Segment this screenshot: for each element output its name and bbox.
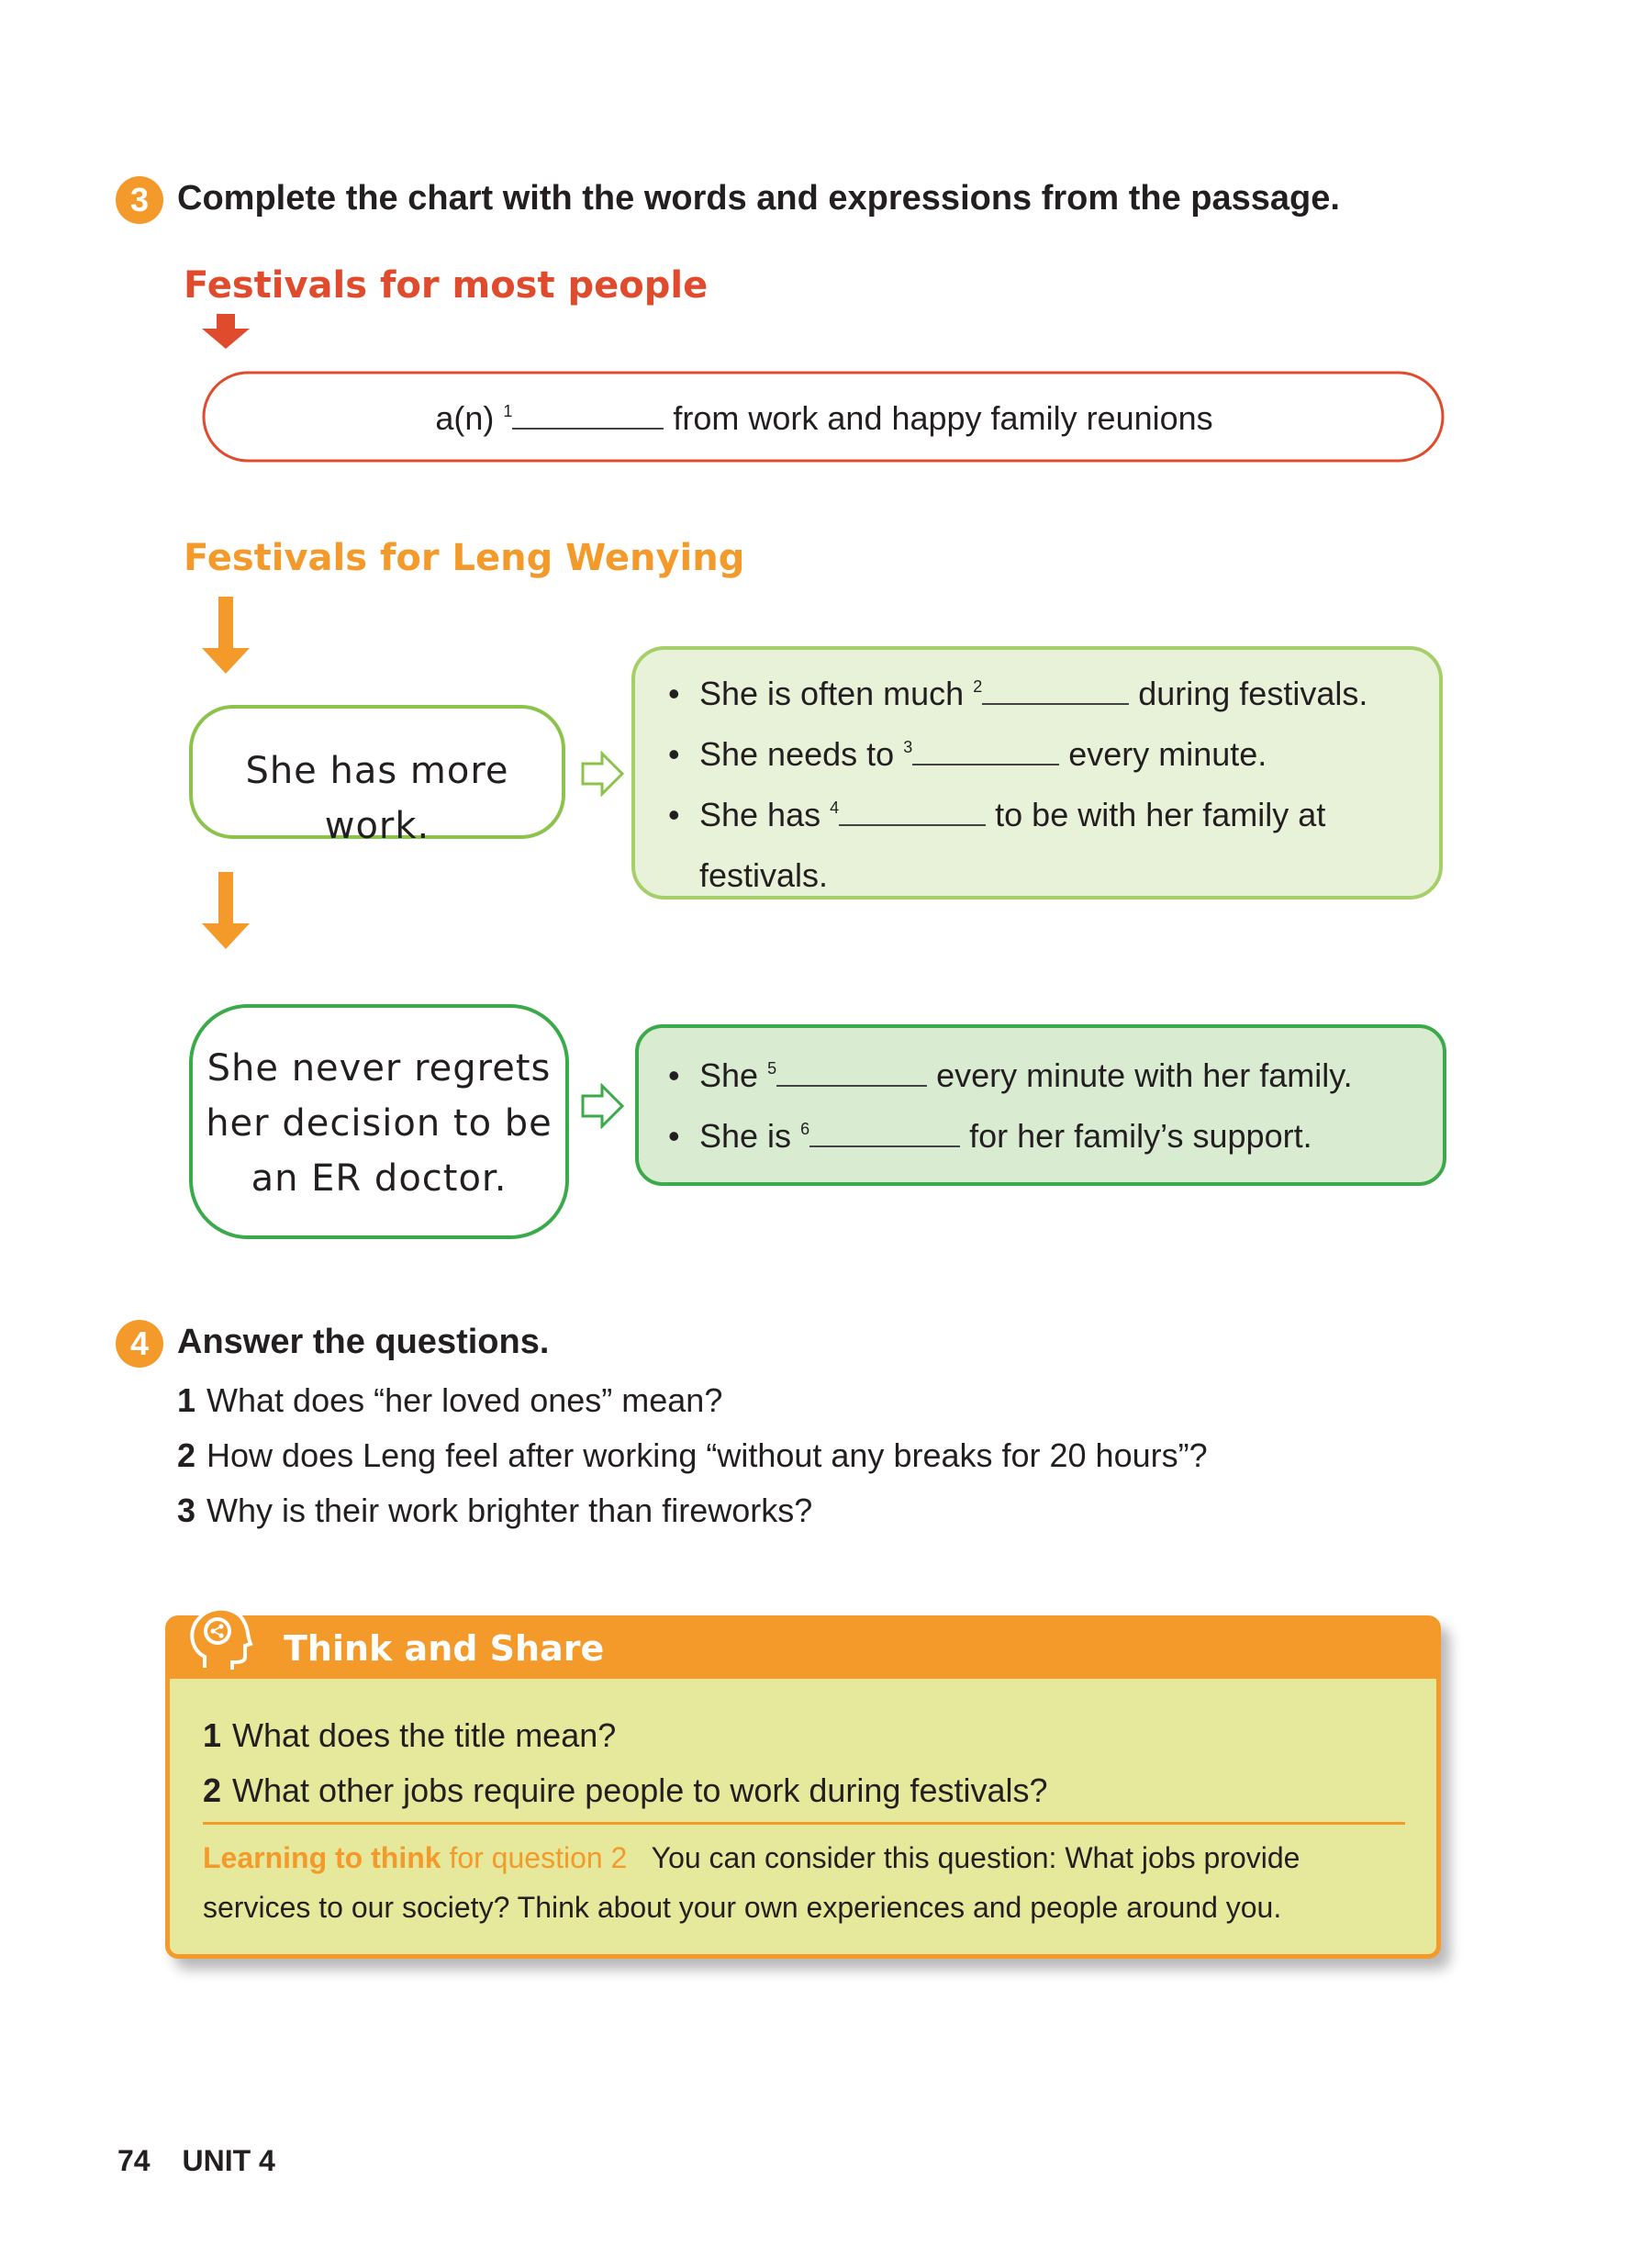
- item-post: during festivals.: [1138, 675, 1368, 712]
- line-post: from work and happy family reunions: [673, 399, 1213, 437]
- unit-label: UNIT 4: [182, 2144, 275, 2177]
- section-4-number: 4: [116, 1320, 163, 1368]
- question-text: What does “her loved ones” mean?: [206, 1381, 723, 1419]
- blank-2[interactable]: [982, 670, 1129, 705]
- more-work-text: She has more work.: [245, 750, 509, 847]
- detail-item: [663, 788, 1415, 903]
- detail-item: [663, 666, 1415, 727]
- arrow-down-icon: [202, 597, 250, 676]
- blank-number: 1: [503, 402, 513, 420]
- item-pre: She: [699, 1056, 759, 1094]
- detail-item: [663, 1048, 1424, 1109]
- item-pre: She is: [699, 1117, 792, 1155]
- question-item: [177, 1483, 1462, 1538]
- no-regret-line: her decision to be: [206, 1102, 553, 1145]
- blank-4[interactable]: [839, 791, 986, 826]
- question-text: Why is their work brighter than fireworks?: [206, 1492, 813, 1529]
- question-text: How does Leng feel after working “without any breaks for 20 hours”?: [206, 1436, 1208, 1474]
- more-work-details: [631, 646, 1443, 900]
- section-4-instruction: Answer the questions.: [177, 1323, 550, 1361]
- blank-3[interactable]: [912, 731, 1059, 765]
- no-regret-details: [635, 1024, 1446, 1186]
- page-number: 74: [117, 2144, 151, 2177]
- no-regret-line: an ER doctor.: [251, 1157, 508, 1200]
- learning-text: You can consider this question: What jobs provide services to our society? Think about your own experiences and people around you.: [203, 1841, 1300, 1924]
- learning-to-think: [203, 1833, 1414, 1932]
- most-people-line: [200, 393, 1448, 450]
- arrow-right-icon: [580, 1083, 626, 1129]
- page-footer: [117, 2144, 275, 2178]
- detail-item: [663, 1109, 1424, 1169]
- think-head-icon: [186, 1603, 258, 1681]
- item-pre: She needs to: [699, 735, 895, 773]
- blank-number: 3: [903, 738, 913, 756]
- question-number: 2: [177, 1436, 196, 1474]
- no-regret-text: [193, 1041, 565, 1206]
- blank-1[interactable]: [512, 395, 664, 430]
- question-number: 3: [177, 1492, 196, 1529]
- item-pre: She has: [699, 796, 821, 833]
- divider: [203, 1822, 1405, 1825]
- blank-5[interactable]: [776, 1052, 927, 1087]
- blank-number: 2: [973, 677, 983, 696]
- section-3-instruction: Complete the chart with the words and expressions from the passage.: [177, 179, 1340, 218]
- blank-number: 6: [800, 1120, 810, 1138]
- no-regret-line: She never regrets: [206, 1047, 552, 1089]
- arrow-down-icon: [202, 872, 250, 951]
- detail-item: [663, 727, 1415, 788]
- section-3-number: 3: [116, 176, 163, 224]
- question-number: 2: [203, 1771, 222, 1809]
- arrow-right-icon: [580, 751, 626, 797]
- learning-for: for question 2: [449, 1841, 628, 1874]
- question-text: What other jobs require people to work during festivals?: [232, 1771, 1048, 1809]
- no-regret-box: [189, 1004, 569, 1239]
- item-pre: She is often much: [699, 675, 965, 712]
- learning-label: Learning to think: [203, 1841, 441, 1874]
- festivals-leng-title: Festivals for Leng Wenying: [184, 537, 745, 579]
- more-work-box: [189, 705, 565, 847]
- item-post: for her family’s support.: [969, 1117, 1312, 1155]
- item-post: every minute with her family.: [936, 1056, 1353, 1094]
- question-number: 1: [177, 1381, 196, 1419]
- item-post: to be with her family at festivals.: [699, 796, 1326, 894]
- line-pre: a(n): [435, 399, 495, 437]
- blank-6[interactable]: [809, 1112, 960, 1147]
- item-post: every minute.: [1068, 735, 1267, 773]
- question-number: 1: [203, 1716, 222, 1754]
- question-item: [203, 1763, 1396, 1818]
- blank-number: 4: [830, 799, 840, 817]
- arrow-down-icon: [202, 314, 250, 351]
- section-4-questions: [177, 1373, 1462, 1538]
- blank-number: 5: [767, 1059, 777, 1078]
- think-share-panel: [165, 1615, 1441, 1959]
- question-item: [177, 1428, 1462, 1483]
- question-text: What does the title mean?: [232, 1716, 617, 1754]
- festivals-most-title: Festivals for most people: [184, 264, 709, 307]
- question-item: [177, 1373, 1462, 1428]
- think-share-questions: [203, 1708, 1396, 1818]
- think-share-title: Think and Share: [284, 1628, 605, 1669]
- question-item: [203, 1708, 1396, 1763]
